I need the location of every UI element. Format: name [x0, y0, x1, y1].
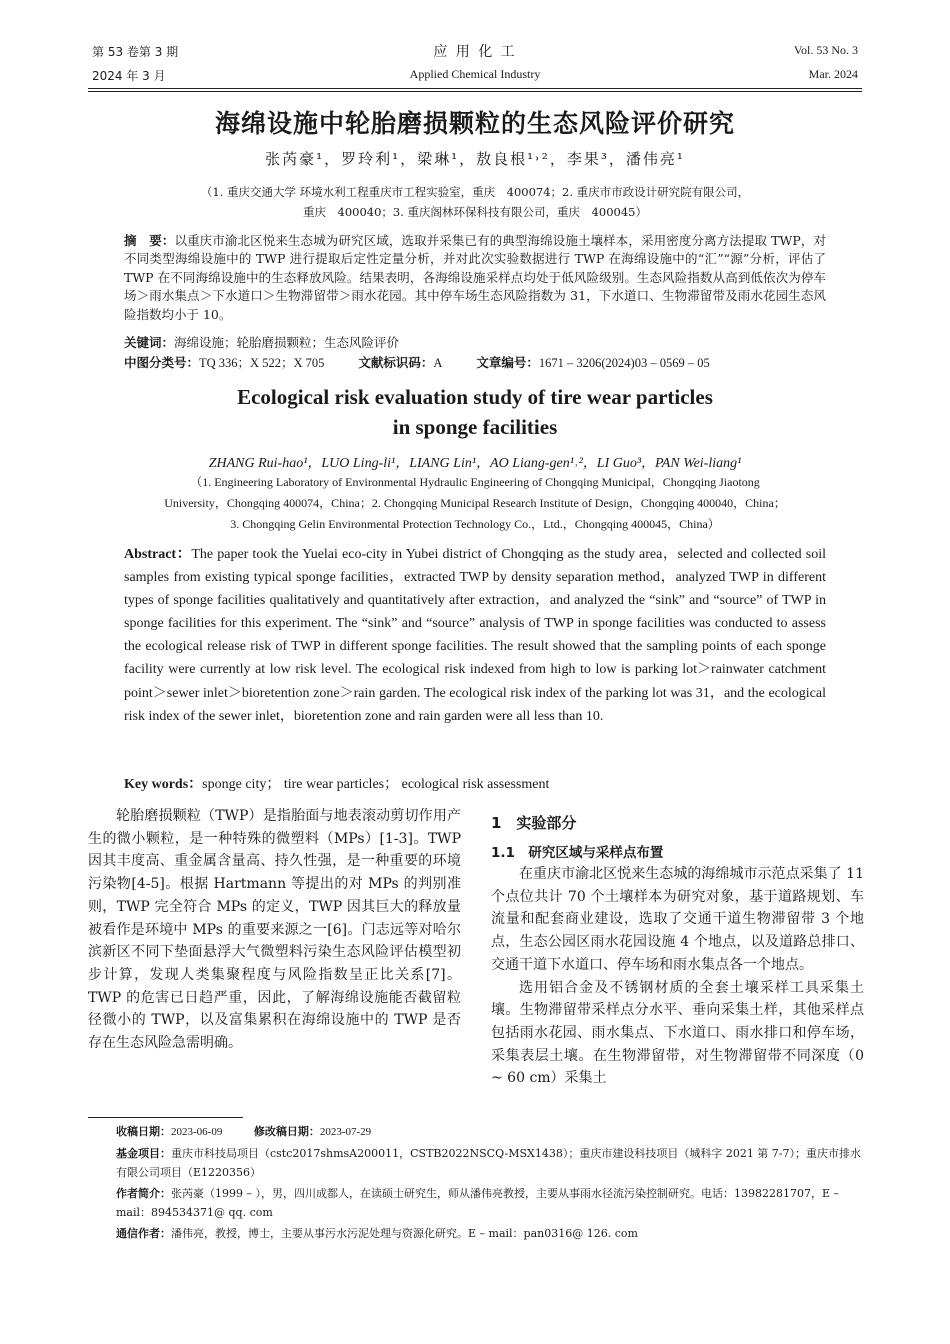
sampling-paragraph: 选用铝合金及不锈钢材质的全套土壤采样工具采集土壤。生物滞留带采样点分水平、垂向采集土样，其他采样点包括雨水花园、雨水集点、下水道口、雨水排口和停车场，采集表层土壤。在生物滞留带，对生物滞留带不同深度（0 ~ 60 cm）采集土: [491, 979, 864, 1087]
affiliation-en-line2: University，Chongqing 400074，China；2. Chongqing Municipal Research Institute of Design，Chongqing 400040，China；: [164, 496, 786, 510]
received-label: 收稿日期：: [116, 1125, 171, 1138]
header-journal-en: Applied Chemical Industry: [409, 67, 541, 81]
dates-line: [116, 1122, 864, 1142]
corresponding-author-line: [116, 1224, 864, 1243]
study-area-paragraph: 在重庆市渝北区悦来生态城的海绵城市示范点采集了 11 个点位共计 70 个土壤样本为研究对象，基于道路规划、车流量和配套商业建设，选取了交通干道生物滞留带 3 个地点，生态公园区雨水花园设施 4 个地点，以及道路总排口、交通干道下水道口、停车场和雨水集点各一个地点。: [491, 866, 864, 973]
affiliation-en-line3: 3. Chongqing Gelin Environmental Protection Technology Co.，Ltd.，Chongqing 400045，China）: [230, 517, 720, 531]
abstract-en: [124, 543, 826, 728]
keywords-cn-text: 海绵设施；轮胎磨损颗粒；生态风险评价: [174, 335, 400, 350]
body-left-column: [88, 805, 461, 1055]
page-title-en-line2: in sponge facilities: [392, 415, 558, 439]
keywords-cn: [124, 334, 826, 352]
doc-code-value: A: [433, 356, 443, 370]
author-bio-line: [116, 1184, 864, 1222]
affiliation-en-line1: （1. Engineering Laboratory of Environmental Hydraulic Engineering of Chongqing Municipal，Chongqing Jiaotong: [190, 475, 760, 489]
abstract-cn-text: 以重庆市渝北区悦来生态城为研究区域，选取并采集已有的典型海绵设施土壤样本，采用密度分离方法提取 TWP，对不同类型海绵设施中的 TWP 进行提取后定性定量分析，并对此次实验数据进行 TWP 在海绵设施中的“汇”“源”分析，评估了 TWP 在不同海绵设施中的生态释放风险。结果表明，各海绵设施采样点均处于低风险级别。生态风险指数从高到低依次为停车场＞雨水集点＞下水道口＞生物滞留带＞雨水花园。其中停车场生态风险指数为 31，下水道口、生物滞留带及雨水花园生态风险指数均小于 10。: [124, 233, 826, 322]
abstract-en-label: Abstract：: [124, 547, 192, 562]
header-date: 2024 年 3 月: [92, 69, 166, 83]
authors-en: ZHANG Rui-hao¹，LUO Ling-li¹，LIANG Lin¹，AO Liang-gen¹˒²，LI Guo³，PAN Wei-liang¹: [208, 456, 742, 471]
article-no-label: 文章编号：: [476, 355, 539, 370]
header-journal-cn: 应 用 化 工: [433, 44, 517, 60]
classification-line: [124, 354, 826, 372]
affiliation-cn-line1: （1. 重庆交通大学 环境水利工程重庆市工程实验室，重庆 400074；2. 重庆市市政设计研究院有限公司，: [200, 185, 750, 199]
author-bio-label: 作者简介：: [116, 1187, 171, 1200]
header-volume: 第 53 卷第 3 期: [92, 45, 179, 59]
clc-value: TQ 336；X 522；X 705: [199, 356, 325, 370]
article-no-value: 1671 – 3206(2024)03 – 0569 – 05: [538, 356, 710, 370]
footnote-rule: [88, 1117, 243, 1118]
header-vol-en: Vol. 53 No. 3: [793, 43, 858, 57]
footnotes: [116, 1122, 864, 1243]
fund-line: [116, 1144, 864, 1182]
fund-text: 重庆市科技局项目（cstc2017shmsA200011，CSTB2022NSCQ-MSX1438）；重庆市建设科技项目（城科字 2021 第 7-7）；重庆市排水有限公司项目（E1220356）: [116, 1147, 862, 1179]
corresponding-author-text: 潘伟亮，教授，博士，主要从事污水污泥处理与资源化研究。E – mail：pan0316@ 126. com: [171, 1227, 638, 1240]
revised-label: 修改稿日期：: [253, 1125, 320, 1138]
fund-label: 基金项目：: [116, 1147, 171, 1160]
abstract-cn-label: 摘 要：: [124, 233, 175, 248]
page-title-en-line1: Ecological risk evaluation study of tire wear particles: [237, 385, 713, 409]
keywords-en-text: sponge city； tire wear particles； ecological risk assessment: [202, 777, 550, 792]
doc-code-label: 文献标识码：: [358, 355, 434, 370]
header-date-en: Mar. 2024: [808, 67, 858, 81]
page-title-cn: 海绵设施中轮胎磨损颗粒的生态风险评价研究: [214, 109, 735, 138]
clc-label: 中图分类号：: [124, 355, 200, 370]
body-right-column: [491, 812, 864, 1090]
corresponding-author-label: 通信作者：: [116, 1227, 171, 1240]
received-date: 2023-06-09: [171, 1126, 223, 1138]
header-rule-2: [88, 91, 862, 92]
abstract-en-text: The paper took the Yuelai eco-city in Yubei district of Chongqing as the study area，selected and collected soil samples from existing typical sponge facilities，extracted TWP by density separation method，analyzed TWP in different types of sponge facilities qualitatively and quantitatively after extraction，and analyzed the “sink” and “source” of TWP in sponge facilities for this experiment. The “sink” and “source” analysis of TWP in sponge facilities was conducted to assess the ecological release risk of TWP in different sponge facilities. The result showed that the sampling points of each sponge facility were currently at low risk level. The ecological risk indexed from high to low is parking lot＞rainwater catchment point＞sewer inlet＞bioretention zone＞rain garden. The ecological risk index of the parking lot was 31，and the ecological risk index of the sewer inlet，bioretention zone and rain garden were all less than 10.: [124, 547, 826, 724]
abstract-cn: [124, 232, 826, 324]
revised-date: 2023-07-29: [319, 1126, 372, 1138]
section-heading-1: 1 实验部分: [491, 814, 577, 832]
section-heading-1-1: 1.1 研究区域与采样点布置: [491, 845, 664, 861]
keywords-en-label: Key words：: [124, 777, 203, 792]
header-rule-1: [88, 88, 862, 89]
authors-cn: 张芮豪¹，罗玲利¹，梁琳¹，敖良根¹˒²，李果³，潘伟亮¹: [265, 150, 685, 168]
author-bio-text: 张芮豪（1999 – ），男，四川成都人，在读硕士研究生，师从潘伟亮教授，主要从事雨水径流污染控制研究。电话：13982281707，E – mail：894534371@ qq. com: [116, 1187, 839, 1219]
keywords-cn-label: 关键词：: [124, 335, 175, 350]
affiliation-cn-line2: 重庆 400040；3. 重庆阁林环保科技有限公司，重庆 400045）: [303, 205, 647, 219]
keywords-en: [124, 773, 826, 796]
intro-paragraph: 轮胎磨损颗粒（TWP）是指胎面与地表滚动剪切作用产生的微小颗粒，是一种特殊的微塑料（MPs）[1-3]。TWP 因其丰度高、重金属含量高、持久性强，是一种重要的环境污染物[4-5]。根据 Hartmann 等提出的对 MPs 的判别准则，TWP 完全符合 MPs 的定义，TWP 因其巨大的释放量被看作是环境中 MPs 的重要来源之一[6]。门志远等对哈尔滨新区不同下垫面悬浮大气微塑料污染生态风险评估模型初步计算，发现人类集聚程度与风险指数呈正比关系[7]。TWP 的危害已日趋严重，因此，了解海绵设施能否截留粒径微小的 TWP，以及富集累积在海绵设施中的 TWP 是否存在生态风险急需明确。: [88, 808, 461, 1052]
